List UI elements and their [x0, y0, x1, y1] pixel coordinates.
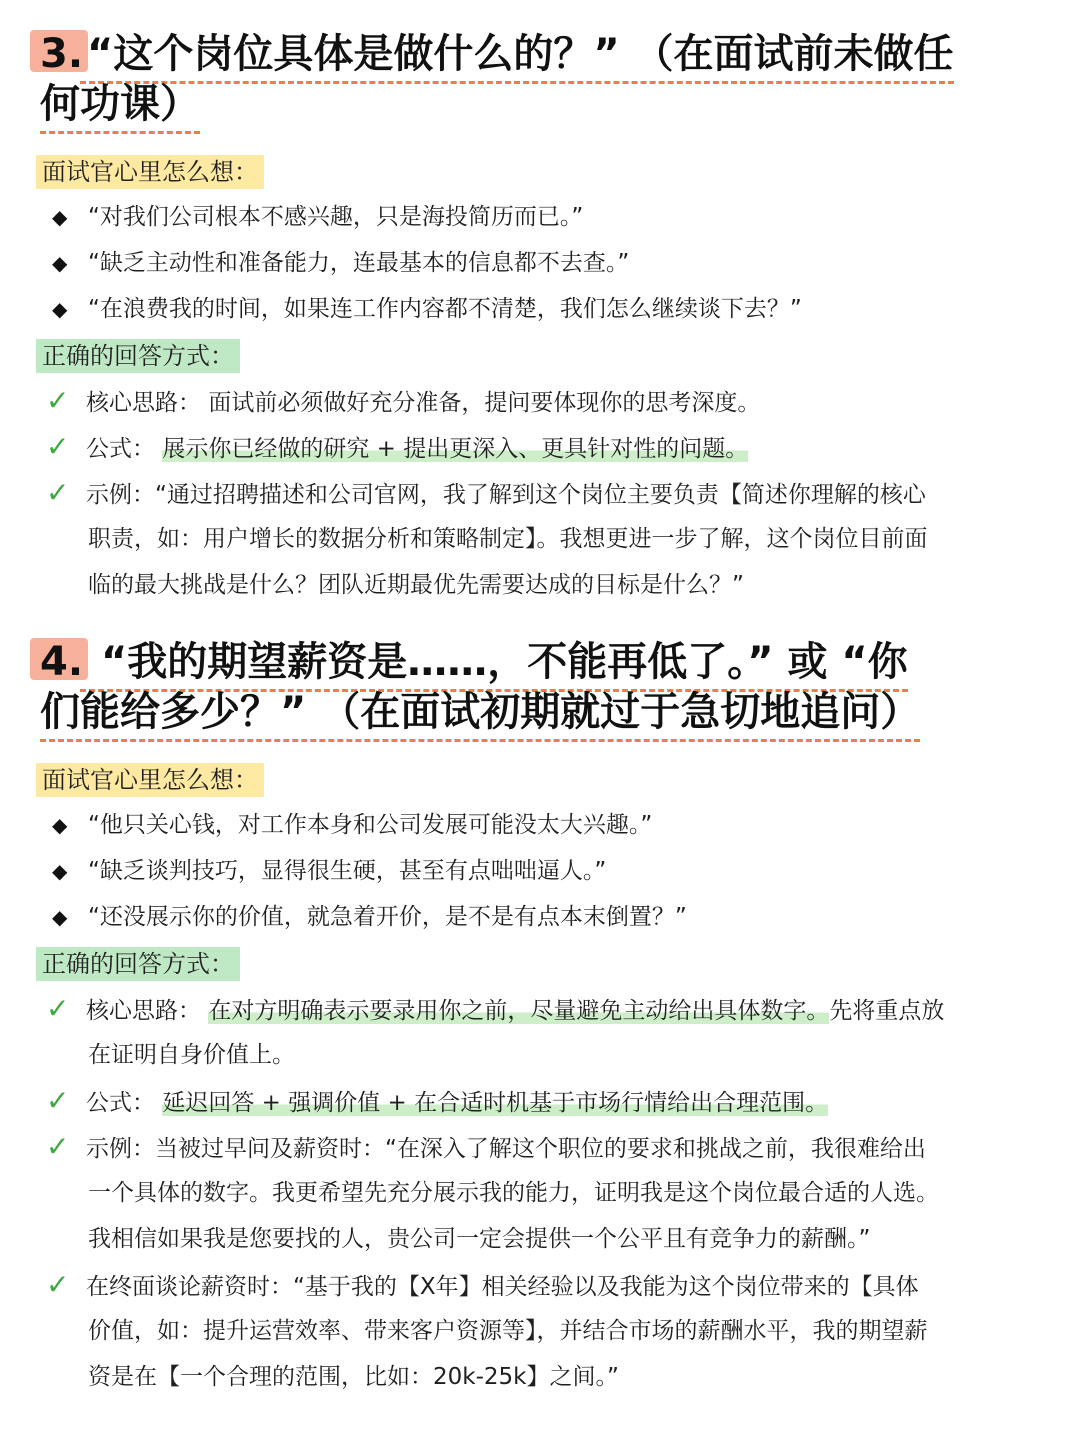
checkmark-icon: ✓	[46, 1268, 70, 1301]
list-item: ◆ “缺乏谈判技巧，显得很生硬，甚至有点咄咄逼人。”	[40, 851, 606, 891]
diamond-bullet-icon: ◆	[52, 297, 68, 321]
list-item: ◆ “对我们公司根本不感兴趣，只是海投简历而已。”	[40, 197, 583, 237]
section-4-core: ✓ 核心思路： 在对方明确表示要录用你之前，尽量避免主动给出具体数字。先将重点放	[40, 989, 944, 1029]
section-4-think-label: 面试官心里怎么想：	[36, 763, 264, 797]
section-4-number: 4.	[40, 636, 87, 688]
list-item: ◆ “缺乏主动性和准备能力，连最基本的信息都不去查。”	[40, 243, 629, 283]
section-4-final-line-3: 资是在【一个合理的范围，比如：20k-25k】之间。”	[88, 1364, 619, 1390]
section-3-example-line-3: 临的最大挑战是什么？团队近期最优先需要达成的目标是什么？”	[88, 572, 744, 598]
list-item: ◆ “在浪费我的时间，如果连工作内容都不清楚，我们怎么继续谈下去？”	[40, 289, 802, 329]
section-4-final: ✓ 在终面谈论薪资时：“基于我的【X年】相关经验以及我能为这个岗位带来的【具体	[40, 1265, 919, 1305]
checkmark-icon: ✓	[46, 384, 70, 417]
section-3-example-line-2: 职责，如：用户增长的数据分析和策略制定】。我想更进一步了解，这个岗位目前面	[88, 526, 928, 552]
diamond-bullet-icon: ◆	[52, 205, 68, 229]
section-3-title-line-2: 何功课）	[40, 78, 200, 130]
section-3-core: ✓ 核心思路： 面试前必须做好充分准备，提问要体现你的思考深度。	[40, 381, 760, 421]
section-3-answer-label: 正确的回答方式：	[36, 339, 240, 373]
section-4-example-line-2: 一个具体的数字。我更希望先充分展示我的能力，证明我是这个岗位最合适的人选。	[88, 1180, 939, 1206]
section-3-example: ✓ 示例：“通过招聘描述和公司官网，我了解到这个岗位主要负责【简述你理解的核心	[40, 473, 926, 513]
diamond-bullet-icon: ◆	[52, 905, 68, 929]
section-4-answer-label: 正确的回答方式：	[36, 947, 240, 981]
diamond-bullet-icon: ◆	[52, 251, 68, 275]
diamond-bullet-icon: ◆	[52, 859, 68, 883]
section-4-example-line-3: 我相信如果我是您要找的人，贵公司一定会提供一个公平且有竞争力的薪酬。”	[88, 1226, 871, 1252]
section-4-title-line-1: 4. “我的期望薪资是……，不能再低了。” 或 “你	[40, 636, 908, 688]
section-3-think-label: 面试官心里怎么想：	[36, 155, 264, 189]
list-item: ◆ “他只关心钱，对工作本身和公司发展可能没太大兴趣。”	[40, 805, 652, 845]
section-3-number: 3.	[40, 28, 87, 80]
section-4-core-line-2: 在证明自身价值上。	[88, 1042, 295, 1068]
checkmark-icon: ✓	[46, 430, 70, 463]
section-4-final-line-2: 价值，如：提升运营效率、带来客户资源等】，并结合市场的薪酬水平，我的期望薪	[88, 1318, 928, 1344]
checkmark-icon: ✓	[46, 476, 70, 509]
checkmark-icon: ✓	[46, 1130, 70, 1163]
checkmark-icon: ✓	[46, 1084, 70, 1117]
diamond-bullet-icon: ◆	[52, 813, 68, 837]
section-3-formula: ✓ 公式： 展示你已经做的研究 + 提出更深入、更具针对性的问题。	[40, 427, 748, 467]
section-4-example: ✓ 示例：当被过早问及薪资时：“在深入了解这个职位的要求和挑战之前，我很难给出	[40, 1127, 926, 1167]
checkmark-icon: ✓	[46, 992, 70, 1025]
section-3-title-line-1: 3. “这个岗位具体是做什么的？” （在面试前未做任	[40, 28, 954, 80]
section-4-formula: ✓ 公式： 延迟回答 + 强调价值 + 在合适时机基于市场行情给出合理范围。	[40, 1081, 828, 1121]
list-item: ◆ “还没展示你的价值，就急着开价，是不是有点本末倒置？”	[40, 897, 687, 937]
section-4-title-line-2: 们能给多少？” （在面试初期就过于急切地追问）	[40, 686, 920, 738]
